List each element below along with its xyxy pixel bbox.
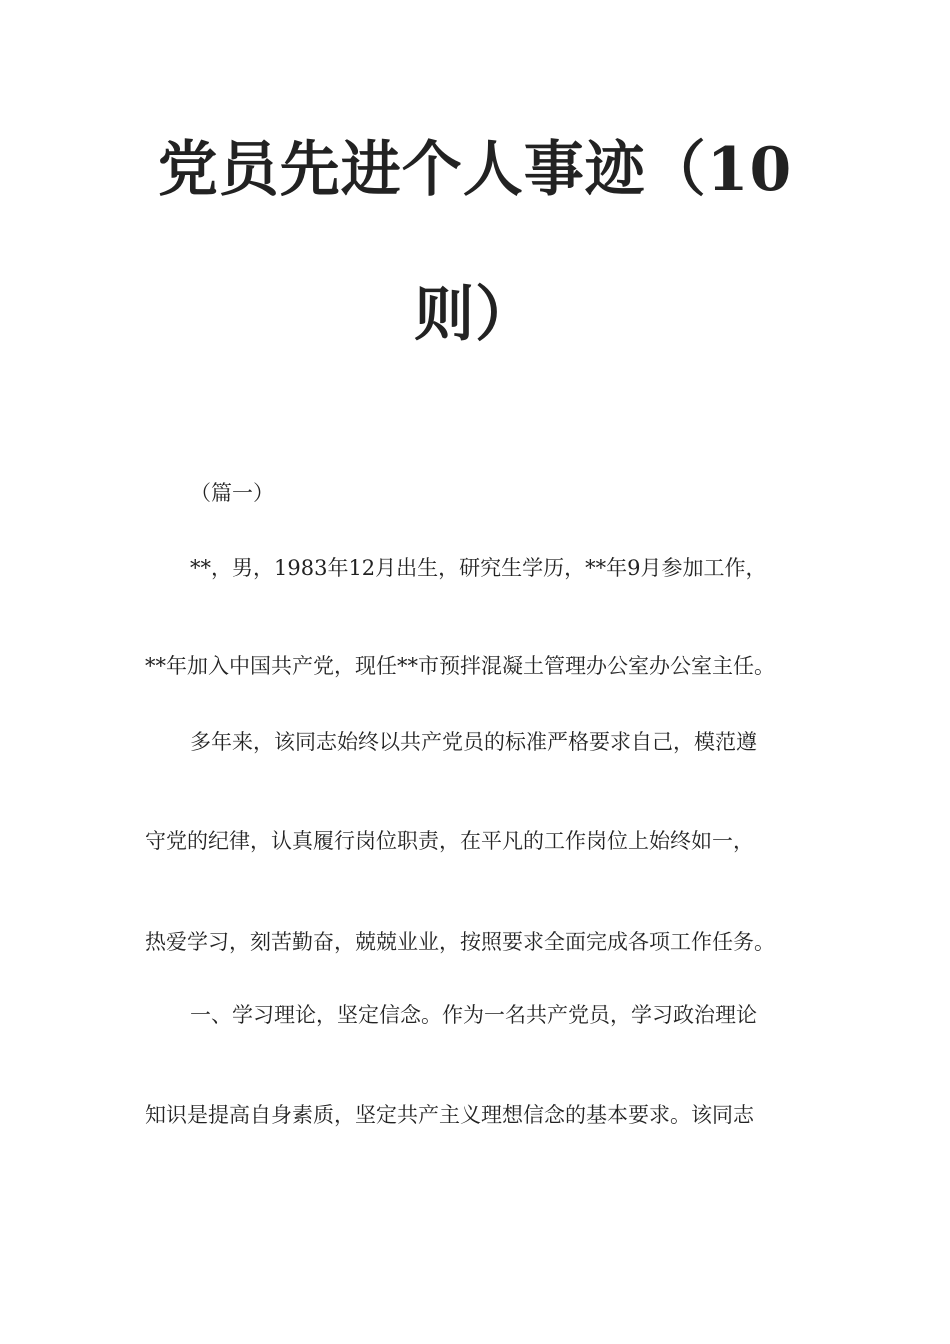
body-text-line: **年加入中国共产党，现任**市预拌混凝土管理办公室办公室主任。 [145, 654, 775, 678]
document-title-line-1: 党员先进个人事迹（10 [157, 135, 793, 205]
body-text-line: 热爱学习，刻苦勤奋，兢兢业业，按照要求全面完成各项工作任务。 [145, 930, 775, 954]
body-text-line: 多年来，该同志始终以共产党员的标准严格要求自己，模范遵 [190, 730, 757, 754]
section-label: （篇一） [190, 481, 274, 505]
document-title-line-2: 则） [414, 280, 536, 350]
body-text-line: 知识是提高自身素质，坚定共产主义理想信念的基本要求。该同志 [145, 1103, 754, 1127]
body-text-line: **，男，1983年12月出生，研究生学历，**年9月参加工作， [190, 556, 767, 580]
body-text-line: 守党的纪律，认真履行岗位职责，在平凡的工作岗位上始终如一， [145, 829, 754, 853]
body-text-line: 一、学习理论，坚定信念。作为一名共产党员，学习政治理论 [190, 1003, 757, 1027]
